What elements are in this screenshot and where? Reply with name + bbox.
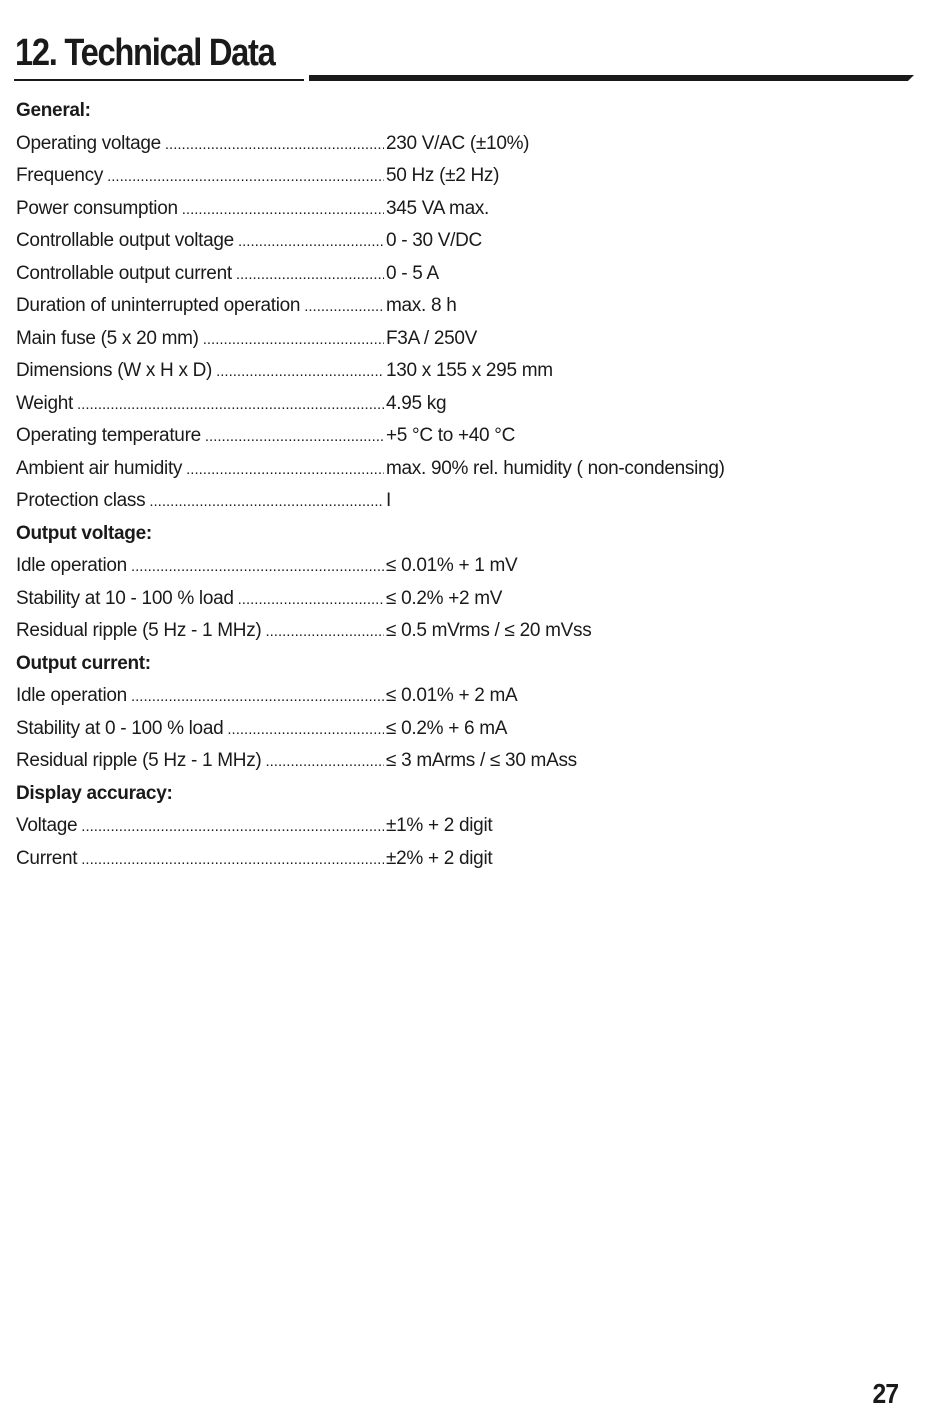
spec-value: 0 - 5 A [386,262,439,284]
spec-label: Duration of uninterrupted operation [16,295,301,316]
spec-label: Weight [16,392,73,414]
page-title: 12. Technical Data [15,32,275,74]
spec-label: Main fuse (5 x 20 mm) [16,327,199,349]
title-underline-thick [309,75,914,81]
spec-row-ambient-humidity [16,453,896,486]
spec-label: Idle operation [16,555,127,576]
spec-row-power-consumption [16,193,896,226]
spec-label: Frequency [16,165,104,186]
spec-label: Operating temperature [16,425,201,446]
spec-label: Ambient air humidity [16,457,183,479]
dot-leader [265,746,384,779]
dot-leader [131,681,384,714]
spec-label: Power consumption [16,197,178,219]
spec-row-current-idle-operation [16,680,896,713]
spec-row-main-fuse [16,323,896,356]
dot-leader [236,259,384,292]
technical-data-list [16,95,896,875]
title-underline-thin [14,79,304,81]
spec-label: Stability at 10 - 100 % load [16,587,234,609]
spec-value: ≤ 0.2% + 6 mA [386,717,508,739]
spec-label: Residual ripple (5 Hz - 1 MHz) [16,750,262,771]
spec-value: max. 8 h [386,295,457,316]
spec-row-voltage-stability [16,583,896,616]
spec-value: ≤ 0.01% + 2 mA [386,685,518,706]
spec-row-operation-duration [16,290,896,323]
dot-leader [205,421,384,454]
dot-leader [238,226,384,259]
spec-row-protection-class [16,485,896,518]
dot-leader [182,194,384,227]
spec-row-current-stability [16,713,896,746]
spec-row-weight [16,388,896,421]
spec-label: Controllable output current [16,262,232,284]
spec-value: ≤ 0.01% + 1 mV [386,555,518,576]
spec-value: 230 V/AC (±10%) [386,132,530,154]
spec-row-display-current [16,843,896,876]
dot-leader [131,551,384,584]
spec-label: Current [16,847,78,869]
spec-label: Voltage [16,815,78,836]
spec-row-voltage-idle-operation [16,550,896,583]
spec-label: Dimensions (W x H x D) [16,360,213,381]
spec-value: 130 x 155 x 295 mm [386,360,553,381]
spec-value: ≤ 3 mArms / ≤ 30 mAss [386,750,577,771]
spec-row-display-voltage [16,810,896,843]
spec-row-dimensions [16,355,896,388]
dot-leader [186,454,384,487]
dot-leader [227,714,384,747]
spec-label: Operating voltage [16,132,161,154]
spec-row-voltage-residual-ripple [16,615,896,648]
spec-label: Idle operation [16,685,127,706]
spec-label: Controllable output voltage [16,230,234,251]
spec-value: ±2% + 2 digit [386,847,493,869]
spec-value: 4.95 kg [386,392,447,414]
spec-row-output-voltage-range [16,225,896,258]
spec-value: +5 °C to +40 °C [386,425,515,446]
page-number: 27 [872,1378,898,1409]
spec-value: 345 VA max. [386,197,490,219]
dot-leader [107,161,384,194]
spec-row-operating-voltage [16,128,896,161]
dot-leader [77,389,384,422]
dot-leader [165,129,384,162]
spec-row-output-current-range [16,258,896,291]
spec-row-frequency [16,160,896,193]
section-heading-display-accuracy: Display accuracy: [16,782,173,804]
spec-row-operating-temperature [16,420,896,453]
spec-value: I [386,490,391,511]
title-underline [14,74,900,82]
dot-leader [149,486,384,519]
spec-value: F3A / 250V [386,327,478,349]
dot-leader [216,356,384,389]
dot-leader [203,324,384,357]
spec-value: max. 90% rel. humidity ( non-condensing) [386,457,725,479]
spec-value: 50 Hz (±2 Hz) [386,165,500,186]
dot-leader [81,811,384,844]
spec-label: Protection class [16,490,146,511]
spec-value: 0 - 30 V/DC [386,230,482,251]
section-heading-output-voltage: Output voltage: [16,522,152,544]
section-heading-general: General: [16,100,91,121]
dot-leader [265,616,384,649]
spec-label: Stability at 0 - 100 % load [16,717,224,739]
dot-leader [238,584,384,617]
spec-value: ≤ 0.5 mVrms / ≤ 20 mVss [386,620,592,641]
dot-leader [304,291,384,324]
spec-row-current-residual-ripple [16,745,896,778]
section-heading-output-current: Output current: [16,652,151,674]
spec-value: ±1% + 2 digit [386,815,493,836]
dot-leader [81,844,384,877]
spec-label: Residual ripple (5 Hz - 1 MHz) [16,620,262,641]
spec-value: ≤ 0.2% +2 mV [386,587,503,609]
